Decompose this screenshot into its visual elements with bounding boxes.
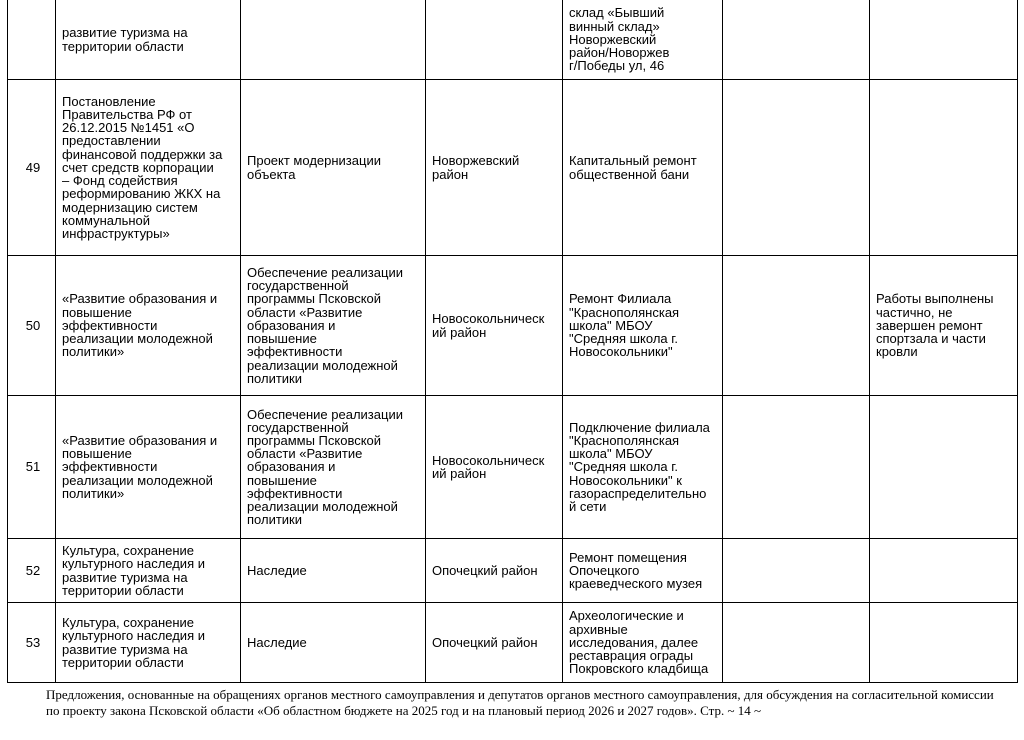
extra-cell — [723, 80, 870, 256]
event-cell: Обеспечение реализации государственной программы Псковской области «Развитие образования и повышение эффективности реализации молодежной политики — [241, 256, 426, 396]
object-cell: Капитальный ремонт общественной бани — [563, 80, 723, 256]
page-footer: Предложения, основанные на обращениях органов местного самоуправления и депутатов органов местного самоуправления, для обсуждения на согласительной комиссии по проекту закона Псковской области «Об областном бюджете на 2025 год и на плановый период 2026 и 2027 годов». Стр. ~ 14 ~ — [46, 687, 994, 718]
budget-proposals-table — [7, 0, 1018, 683]
extra-cell — [723, 0, 870, 80]
row-number: 53 — [8, 603, 56, 683]
district-cell: Новосокольническ ий район — [426, 396, 563, 539]
district-cell: Опочецкий район — [426, 539, 563, 603]
note-cell: Работы выполнены частично, не завершен ремонт спортзала и части кровли — [870, 256, 1018, 396]
extra-cell — [723, 256, 870, 396]
object-cell: Ремонт помещения Опочецкого краеведческого музея — [563, 539, 723, 603]
object-cell: Подключение филиала "Краснополянская школа" МБОУ "Средняя школа г. Новосокольники" к газораспределительно й сети — [563, 396, 723, 539]
row-number — [8, 0, 56, 80]
object-cell: Археологические и архивные исследования, далее реставрация ограды Покровского кладбища — [563, 603, 723, 683]
object-cell: склад «Бывший винный склад» Новоржевский район/Новоржев г/Победы ул, 46 — [563, 0, 723, 80]
note-cell — [870, 0, 1018, 80]
event-cell: Проект модернизации объекта — [241, 80, 426, 256]
table-row — [8, 256, 1018, 396]
row-number: 50 — [8, 256, 56, 396]
note-cell — [870, 603, 1018, 683]
row-number: 49 — [8, 80, 56, 256]
event-cell: Наследие — [241, 603, 426, 683]
district-cell: Новоржевский район — [426, 80, 563, 256]
table-row — [8, 539, 1018, 603]
program-cell: Постановление Правительства РФ от 26.12.2015 №1451 «О предоставлении финансовой поддержки за счет средств корпорации – Фонд содействия реформированию ЖКХ на модернизацию систем коммунальной инфраструктуры» — [56, 80, 241, 256]
event-cell — [241, 0, 426, 80]
note-cell — [870, 80, 1018, 256]
district-cell: Новосокольническ ий район — [426, 256, 563, 396]
extra-cell — [723, 603, 870, 683]
row-number: 51 — [8, 396, 56, 539]
note-cell — [870, 539, 1018, 603]
extra-cell — [723, 396, 870, 539]
district-cell — [426, 0, 563, 80]
table-row — [8, 603, 1018, 683]
program-cell: Культура, сохранение культурного наследия и развитие туризма на территории области — [56, 603, 241, 683]
program-cell: Культура, сохранение культурного наследия и развитие туризма на территории области — [56, 539, 241, 603]
event-cell: Наследие — [241, 539, 426, 603]
district-cell: Опочецкий район — [426, 603, 563, 683]
object-cell: Ремонт Филиала "Краснополянская школа" МБОУ "Средняя школа г. Новосокольники" — [563, 256, 723, 396]
table-row — [8, 396, 1018, 539]
program-cell: «Развитие образования и повышение эффективности реализации молодежной политики» — [56, 396, 241, 539]
table-row — [8, 80, 1018, 256]
program-cell: «Развитие образования и повышение эффективности реализации молодежной политики» — [56, 256, 241, 396]
note-cell — [870, 396, 1018, 539]
row-number: 52 — [8, 539, 56, 603]
program-cell: развитие туризма на территории области — [56, 0, 241, 80]
extra-cell — [723, 539, 870, 603]
table-row — [8, 0, 1018, 80]
event-cell: Обеспечение реализации государственной программы Псковской области «Развитие образования и повышение эффективности реализации молодежной политики — [241, 396, 426, 539]
